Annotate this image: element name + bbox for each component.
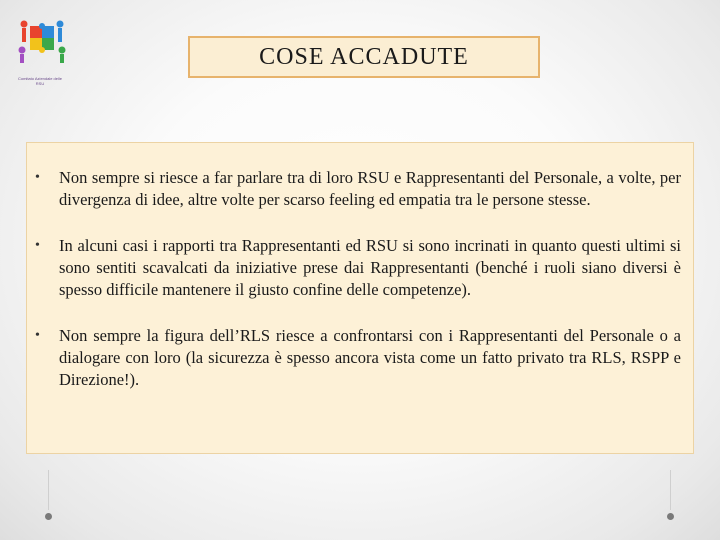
title-box: [188, 36, 540, 78]
page-title: COSE ACCADUTE: [259, 43, 469, 70]
right-corner-dot: [667, 513, 674, 520]
bullet-icon: •: [35, 238, 40, 253]
list-item: [33, 325, 681, 391]
bullet-icon: •: [35, 170, 40, 185]
bullet-text: Non sempre si riesce a far parlare tra di loro RSU e Rappresentanti del Personale, a volte, per divergenza di idee, altre volte per scarso feeling ed empatia tra le persone stesse.: [59, 168, 681, 209]
list-item: [33, 235, 681, 301]
left-divider-line: [48, 470, 49, 510]
list-item: [33, 167, 681, 211]
left-corner-dot: [45, 513, 52, 520]
bullet-icon: •: [35, 328, 40, 343]
bullet-list: [33, 167, 681, 391]
right-divider-line: [670, 470, 671, 510]
puzzle-people-icon: [12, 14, 72, 64]
logo-caption: Comitato Aziendale delle RSU: [17, 76, 63, 86]
bullet-text: Non sempre la figura dell’RLS riesce a confrontarsi con i Rappresentanti del Personale o a dialogare con loro (la sicurezza è spesso ancora vista come un fatto privato tra RLS, RSPP e Direzione!).: [59, 326, 681, 389]
bullet-text: In alcuni casi i rapporti tra Rappresentanti ed RSU si sono incrinati in quanto questi ultimi si sono sentiti scavalcati da iniziative prese dai Rappresentanti (benché i ruoli siano diversi è spesso difficile mantenere il giusto confine delle competenze).: [59, 236, 681, 299]
content-box: [26, 142, 694, 454]
